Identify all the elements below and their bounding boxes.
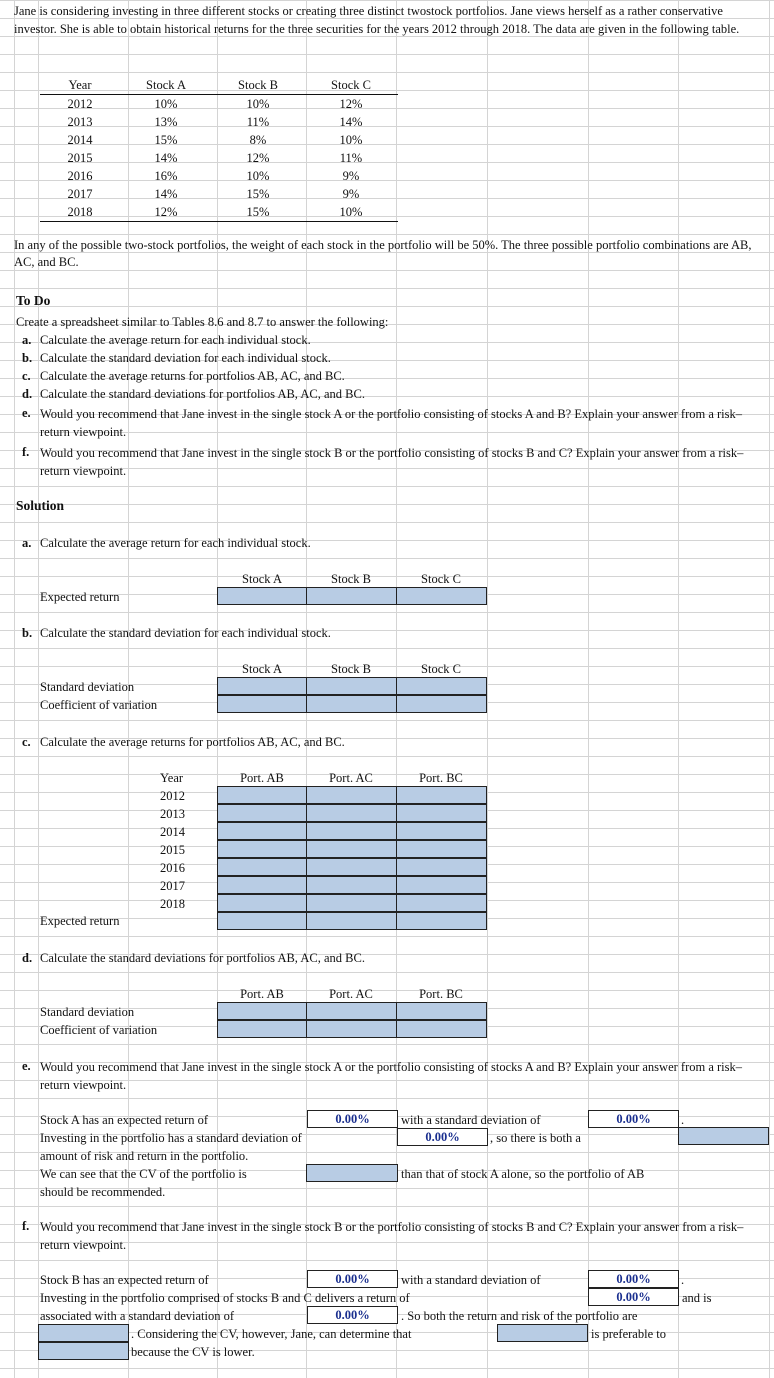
data-table-year-cell: 2016 (67, 169, 93, 183)
data-table-return-cell: 10% (339, 133, 363, 147)
sol-c-letter: c. (22, 735, 31, 749)
data-table-return-cell: 16% (154, 169, 178, 183)
sol-c-year-label: 2017 (160, 879, 185, 893)
sol-e-std-dev-a: 0.00% (588, 1110, 679, 1128)
sol-f-line3b: . So both the return and risk of the portfolio are (401, 1309, 638, 1323)
todo-title: To Do (16, 293, 51, 308)
sol-e-line2a: Investing in the portfolio has a standard deviation of (40, 1131, 302, 1145)
sol-e-line4a: We can see that the CV of the portfolio is (40, 1167, 247, 1181)
data-table-return-cell: 10% (246, 97, 270, 111)
input-e-cv-comparison[interactable] (306, 1164, 398, 1182)
sol-b-heading: Calculate the standard deviation for each individual stock. (40, 626, 331, 640)
sol-f-line4b: is preferable to (591, 1327, 666, 1341)
sol-d-heading: Calculate the standard deviations for portfolios AB, AC, and BC. (40, 951, 365, 965)
todo-item-e: Would you recommend that Jane invest in the single stock A or the portfolio consisting of stocks A and B? Explain your answer from a risk–return viewpoint. (40, 407, 743, 439)
data-table-year-cell: 2014 (67, 133, 93, 147)
sol-e-std-dev-portfolio: 0.00% (397, 1128, 488, 1146)
input-f-preferred-choice[interactable] (497, 1324, 588, 1342)
sol-b-col-stock-b: Stock B (331, 662, 371, 676)
sol-e-line1a: Stock A has an expected return of (40, 1113, 209, 1127)
sol-c-col-port-bc: Port. BC (419, 771, 463, 785)
sol-e-expected-return-a: 0.00% (307, 1110, 398, 1128)
returns-data-table (40, 76, 398, 222)
data-table-header-cell: Stock A (120, 76, 212, 95)
todo-item-c: Calculate the average returns for portfolios AB, AC, and BC. (40, 369, 345, 383)
problem-intro: Jane is considering investing in three different stocks or creating three distinct twostock portfolios. Jane views herself as a rather conservative investor. She is able to obtain historical returns for the three securities for the years 2012 through 2018. The data are given in the following table. (14, 4, 740, 36)
input-std-dev-stock-a[interactable] (217, 677, 307, 695)
data-table-return-cell: 12% (120, 203, 212, 222)
data-table-row (40, 167, 398, 185)
input-return-port-ab[interactable] (217, 840, 307, 858)
sol-c-year-label: 2015 (160, 843, 185, 857)
data-table-return-cell: 14% (339, 115, 363, 129)
sol-d-row-cv: Coefficient of variation (40, 1023, 158, 1037)
input-return-port-bc[interactable] (396, 876, 487, 894)
sol-b-col-stock-c: Stock C (421, 662, 461, 676)
sol-a-heading: Calculate the average return for each individual stock. (40, 536, 311, 550)
portfolio-weight-note: In any of the possible two-stock portfolios, the weight of each stock in the portfolio will be 50%. The three possible portfolio combinations are AB, AC, and BC. (14, 238, 752, 269)
input-return-port-ac[interactable] (306, 858, 397, 876)
input-std-dev-stock-c[interactable] (396, 677, 487, 695)
sol-f-period: . (681, 1273, 685, 1287)
input-return-port-bc[interactable] (396, 858, 487, 876)
todo-item-c-letter: c. (22, 369, 31, 383)
sol-d-col-port-ab: Port. AB (240, 987, 284, 1001)
data-table-header-cell: Year (40, 76, 120, 95)
sol-c-year-header: Year (160, 771, 184, 785)
input-return-port-bc[interactable] (396, 804, 487, 822)
input-std-dev-port-ac[interactable] (306, 1002, 397, 1020)
input-return-port-ac[interactable] (306, 876, 397, 894)
input-cv-stock-b[interactable] (306, 695, 397, 713)
input-expected-return-stock-b[interactable] (306, 587, 397, 605)
data-table-row (40, 149, 398, 167)
data-table-return-cell: 10% (154, 97, 178, 111)
todo-item-f: Would you recommend that Jane invest in the single stock B or the portfolio consisting of stocks B and C? Explain your answer from a risk–return viewpoint. (40, 446, 744, 478)
todo-item-e-letter: e. (22, 406, 31, 420)
input-return-port-ab[interactable] (217, 894, 307, 912)
data-table-return-cell: 10% (246, 169, 270, 183)
data-table-year-cell: 2017 (67, 187, 93, 201)
input-return-port-ac[interactable] (306, 894, 397, 912)
todo-item-a-letter: a. (22, 333, 32, 347)
input-cv-stock-a[interactable] (217, 695, 307, 713)
data-table-year-cell: 2015 (67, 151, 93, 165)
data-table-header-cell: Stock C (304, 76, 398, 95)
input-expected-return-port-bc[interactable] (396, 912, 487, 930)
input-expected-return-port-ac[interactable] (306, 912, 397, 930)
sol-c-col-port-ac: Port. AC (329, 771, 373, 785)
data-table-return-cell: 14% (154, 151, 178, 165)
sol-d-col-port-ac: Port. AC (329, 987, 373, 1001)
todo-item-a: Calculate the average return for each individual stock. (40, 333, 311, 347)
sol-f-std-dev-portfolio: 0.00% (307, 1306, 398, 1324)
data-table-row (40, 95, 398, 114)
sol-d-row-std-dev: Standard deviation (40, 1005, 135, 1019)
sol-f-letter: f. (22, 1219, 30, 1233)
sol-f-expected-return-b: 0.00% (307, 1270, 398, 1288)
sol-c-heading: Calculate the average returns for portfolios AB, AC, and BC. (40, 735, 345, 749)
input-expected-return-stock-c[interactable] (396, 587, 487, 605)
input-expected-return-port-ab[interactable] (217, 912, 307, 930)
sol-e-line3: amount of risk and return in the portfolio. (40, 1149, 249, 1163)
sol-e-line1b: with a standard deviation of (401, 1113, 541, 1127)
sol-b-row-cv: Coefficient of variation (40, 698, 158, 712)
data-table-return-cell: 15% (246, 187, 270, 201)
sol-c-year-label: 2016 (160, 861, 185, 875)
input-std-dev-port-bc[interactable] (396, 1002, 487, 1020)
data-table-return-cell: 9% (342, 169, 360, 183)
data-table-return-cell: 9% (342, 187, 360, 201)
sol-a-row-expected-return: Expected return (40, 590, 120, 604)
todo-item-d-letter: d. (22, 387, 33, 401)
data-table-header-cell: Stock B (212, 76, 304, 95)
sol-f-return-portfolio: 0.00% (588, 1288, 679, 1306)
data-table-year-cell: 2012 (67, 97, 93, 111)
sol-c-year-label: 2018 (160, 897, 185, 911)
sol-f-line2a: Investing in the portfolio comprised of stocks B and C delivers a return of (40, 1291, 410, 1305)
input-expected-return-stock-a[interactable] (217, 587, 307, 605)
input-return-port-bc[interactable] (396, 822, 487, 840)
input-return-port-ac[interactable] (306, 786, 397, 804)
input-f-other-choice[interactable] (38, 1342, 129, 1360)
data-table-row (40, 131, 398, 149)
sol-c-row-expected-return: Expected return (40, 914, 120, 928)
input-return-port-ac[interactable] (306, 822, 397, 840)
sol-a-col-stock-c: Stock C (421, 572, 461, 586)
sol-a-letter: a. (22, 536, 32, 550)
data-table-return-cell: 11% (339, 151, 363, 165)
data-table-return-cell: 15% (212, 203, 304, 222)
sol-b-col-stock-a: Stock A (242, 662, 282, 676)
sol-a-col-stock-a: Stock A (242, 572, 282, 586)
input-cv-stock-c[interactable] (396, 695, 487, 713)
input-return-port-bc[interactable] (396, 786, 487, 804)
sol-e-letter: e. (22, 1059, 31, 1073)
todo-item-b: Calculate the standard deviation for each individual stock. (40, 351, 331, 365)
input-std-dev-stock-b[interactable] (306, 677, 397, 695)
data-table-row (40, 203, 398, 222)
input-cv-port-bc[interactable] (396, 1020, 487, 1038)
input-return-port-ab[interactable] (217, 786, 307, 804)
sol-f-line1a: Stock B has an expected return of (40, 1273, 209, 1287)
sol-c-year-label: 2012 (160, 789, 185, 803)
todo-item-f-letter: f. (22, 445, 30, 459)
input-e-direction-1[interactable] (678, 1127, 769, 1145)
sol-f-line3a: associated with a standard deviation of (40, 1309, 235, 1323)
data-table-year-cell: 2013 (67, 115, 93, 129)
input-return-port-ab[interactable] (217, 858, 307, 876)
sol-f-line2b: and is (682, 1291, 712, 1305)
sol-f-line4a: . Considering the CV, however, Jane, can determine that (131, 1327, 412, 1341)
sol-f-heading: Would you recommend that Jane invest in the single stock B or the portfolio consisting of stocks B and C? Explain your answer from a risk–return viewpoint. (40, 1220, 744, 1252)
input-return-port-ac[interactable] (306, 840, 397, 858)
sol-f-line5: because the CV is lower. (131, 1345, 255, 1359)
input-return-port-ab[interactable] (217, 822, 307, 840)
data-table-return-cell: 12% (339, 97, 363, 111)
data-table-year-cell: 2018 (40, 203, 120, 222)
sol-e-line5: should be recommended. (40, 1185, 166, 1199)
input-return-port-bc[interactable] (396, 894, 487, 912)
input-cv-port-ab[interactable] (217, 1020, 307, 1038)
input-return-port-ab[interactable] (217, 876, 307, 894)
data-table-return-cell: 14% (154, 187, 178, 201)
todo-item-b-letter: b. (22, 351, 33, 365)
input-cv-port-ac[interactable] (306, 1020, 397, 1038)
sol-e-line4b: than that of stock A alone, so the portfolio of AB (401, 1167, 645, 1181)
input-std-dev-port-ab[interactable] (217, 1002, 307, 1020)
input-f-direction[interactable] (38, 1324, 129, 1342)
sol-a-col-stock-b: Stock B (331, 572, 371, 586)
sol-d-col-port-bc: Port. BC (419, 987, 463, 1001)
todo-intro: Create a spreadsheet similar to Tables 8.6 and 8.7 to answer the following: (16, 315, 389, 329)
input-return-port-bc[interactable] (396, 840, 487, 858)
sol-d-letter: d. (22, 951, 33, 965)
data-table-return-cell: 12% (246, 151, 270, 165)
sol-e-line2b: , so there is both a (490, 1131, 581, 1145)
todo-item-d: Calculate the standard deviations for portfolios AB, AC, and BC. (40, 387, 365, 401)
input-return-port-ac[interactable] (306, 804, 397, 822)
sol-c-year-label: 2014 (160, 825, 185, 839)
data-table-row (40, 185, 398, 203)
data-table-return-cell: 13% (154, 115, 178, 129)
data-table-return-cell: 15% (154, 133, 178, 147)
data-table-return-cell: 11% (246, 115, 270, 129)
data-table-return-cell: 8% (249, 133, 267, 147)
input-return-port-ab[interactable] (217, 804, 307, 822)
sol-b-letter: b. (22, 626, 33, 640)
sol-c-col-port-ab: Port. AB (240, 771, 284, 785)
data-table-row (40, 113, 398, 131)
sol-f-std-dev-b: 0.00% (588, 1270, 679, 1288)
solution-title: Solution (16, 498, 65, 513)
sol-b-row-std-dev: Standard deviation (40, 680, 135, 694)
sol-e-heading: Would you recommend that Jane invest in the single stock A or the portfolio consisting of stocks A and B? Explain your answer from a risk–return viewpoint. (40, 1060, 743, 1092)
sol-f-line1b: with a standard deviation of (401, 1273, 541, 1287)
sol-e-period: . (681, 1113, 685, 1127)
data-table-return-cell: 10% (304, 203, 398, 222)
sol-c-year-label: 2013 (160, 807, 185, 821)
